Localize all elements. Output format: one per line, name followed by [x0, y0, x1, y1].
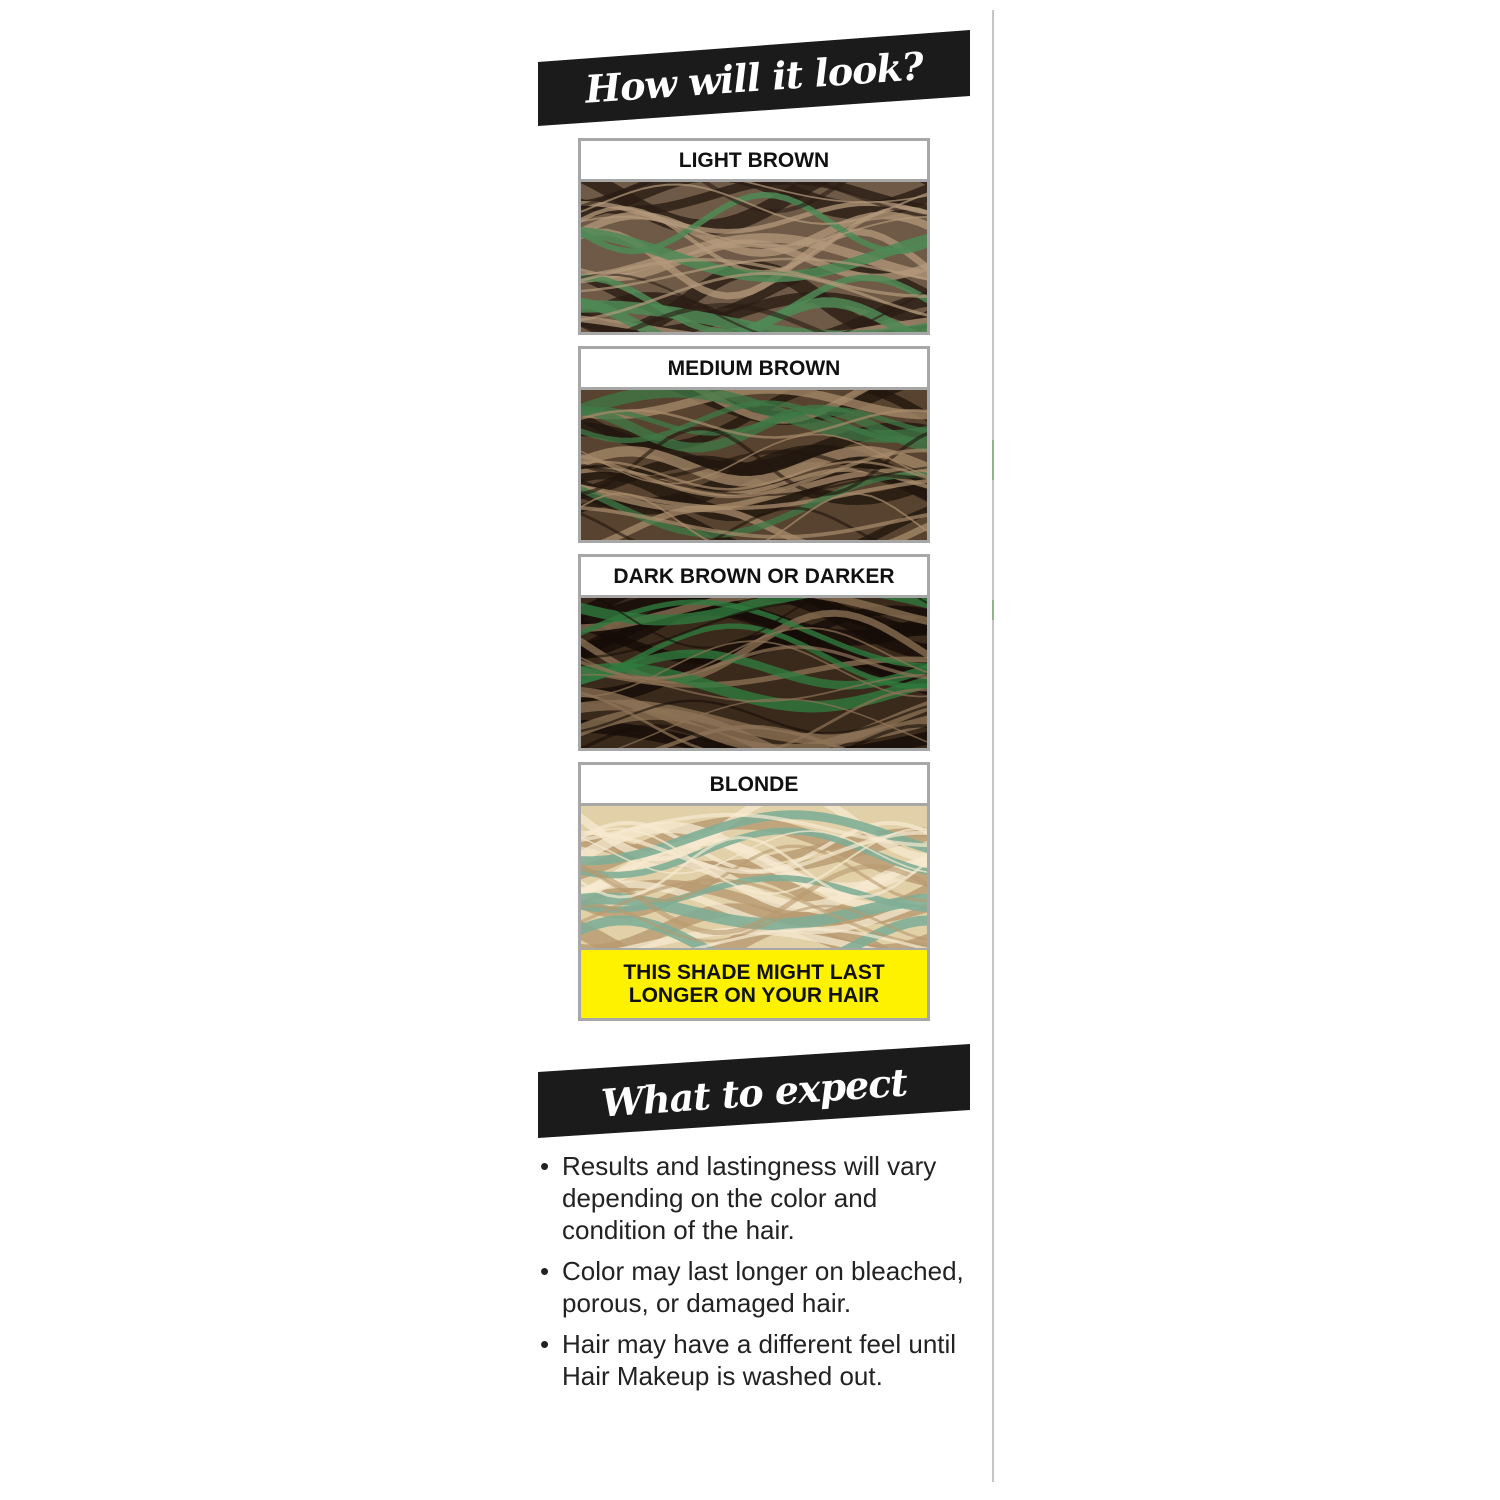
shade-card-blonde	[578, 762, 930, 1021]
expectations-list	[540, 1150, 980, 1401]
bullet-text: Results and lastingness will vary depending on the color and condition of the hair.	[562, 1151, 937, 1245]
shade-label: BLONDE	[581, 765, 927, 806]
hair-swatch-image	[581, 806, 927, 948]
list-item	[540, 1328, 980, 1392]
list-item	[540, 1255, 980, 1319]
note-line-2: LONGER ON YOUR HAIR	[628, 984, 880, 1007]
hair-swatch-image	[581, 390, 927, 540]
divider-accent	[992, 440, 994, 480]
bullet-dot: •	[540, 1256, 550, 1286]
hair-swatch-image	[581, 598, 927, 748]
hair-swatch-image	[581, 182, 927, 332]
banner-title: How will it look?	[583, 43, 925, 112]
shade-label: DARK BROWN OR DARKER	[581, 557, 927, 598]
what-to-expect-banner	[538, 1044, 970, 1140]
list-item	[540, 1150, 980, 1246]
note-line-1: THIS SHADE MIGHT LAST	[623, 961, 885, 984]
how-will-it-look-banner	[538, 30, 970, 126]
shade-card-light-brown	[578, 138, 930, 335]
lasting-note-badge	[581, 948, 927, 1018]
bullet-dot: •	[540, 1151, 550, 1181]
side-divider	[992, 10, 994, 1482]
shade-label: LIGHT BROWN	[581, 141, 927, 182]
banner-title: What to expect	[599, 1059, 909, 1126]
bullet-text: Color may last longer on bleached, porous, or damaged hair.	[562, 1256, 964, 1318]
shade-label: MEDIUM BROWN	[581, 349, 927, 390]
shade-card-dark-brown	[578, 554, 930, 751]
bullet-dot: •	[540, 1329, 550, 1359]
bullet-text: Hair may have a different feel until Hair Makeup is washed out.	[562, 1329, 957, 1391]
shade-card-medium-brown	[578, 346, 930, 543]
divider-accent	[992, 600, 994, 620]
